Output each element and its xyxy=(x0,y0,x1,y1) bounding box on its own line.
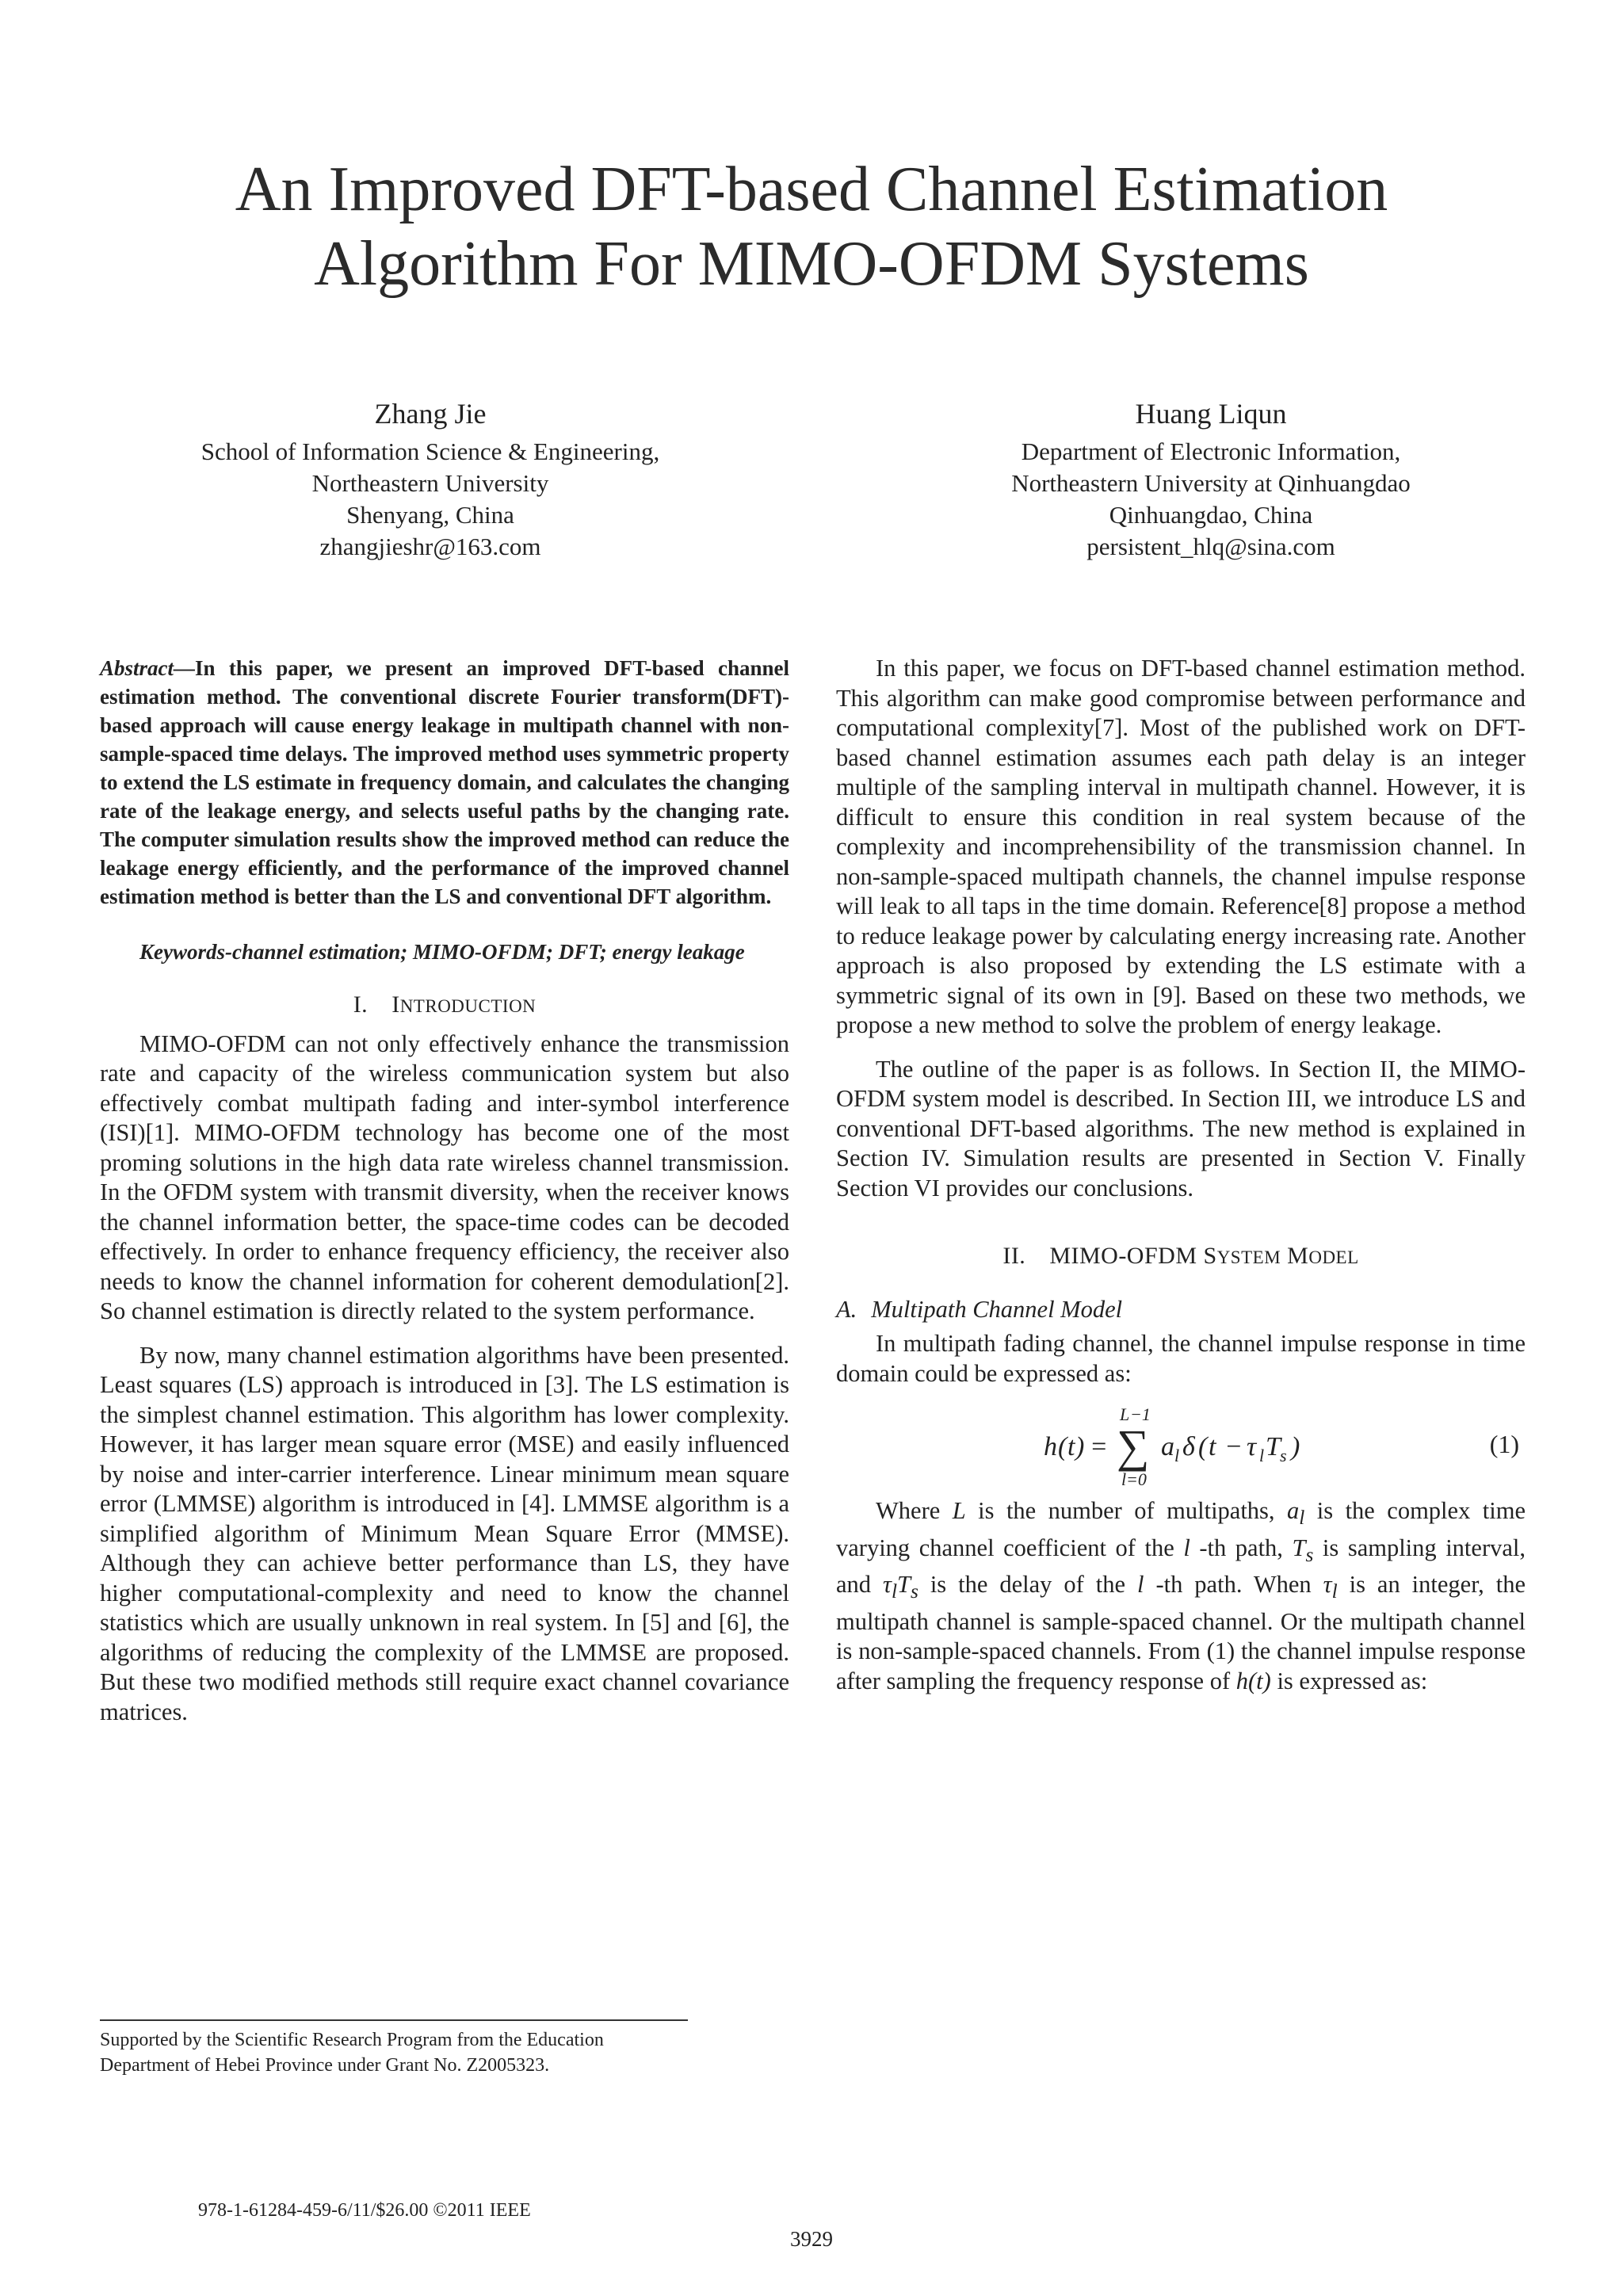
page-number: 3929 xyxy=(790,2227,833,2251)
abstract xyxy=(100,654,789,911)
svg-text:=: = xyxy=(1090,1432,1108,1461)
svg-text:h: h xyxy=(1044,1432,1057,1461)
math-symbol: τ xyxy=(1323,1571,1332,1599)
math-symbol: T xyxy=(1292,1534,1306,1561)
svg-text:−: − xyxy=(1224,1432,1243,1461)
text-run: is the number of multipaths, xyxy=(965,1497,1288,1524)
math-subscript: l xyxy=(1331,1580,1338,1603)
author-affiliation: Department of Electronic Information, xyxy=(1021,437,1401,465)
left-column xyxy=(100,654,789,1741)
paragraph: The outline of the paper is as follows. In Section II, the MIMO-OFDM system model is described. In Section III, we introduce LS and conventional DFT-based algorithms. The new method is explained in Section IV. Simulation results are presented in Section V. Finally Section VI provides our conclusions. xyxy=(836,1055,1526,1201)
text-run: -th path, xyxy=(1190,1534,1293,1561)
svg-text:s: s xyxy=(1280,1446,1287,1465)
author-city: Qinhuangdao, China xyxy=(1109,501,1313,529)
equation-1-formula xyxy=(1044,1403,1440,1490)
section-title-part: M xyxy=(1281,1243,1309,1269)
section-title-part: ODEL xyxy=(1308,1247,1359,1267)
paragraph: By now, many channel estimation algorithms have been presented. Least squares (LS) approach is introduced in [3]. The LS estimation is the simplest channel estimation. This algorithm has lower complexity. However, it has larger mean square error (MSE) and easily influenced by noise and inter-carrier interference. Linear minimum mean square error (LMMSE) algorithm is introduced in [4]. LMMSE algorithm is a simplified algorithm of Minimum Mean Square Error (MMSE). Although they can achieve better performance than LS, they have higher computational-complexity and need to know the channel statistics which are usually unknown in real system. In [5] and [6], the algorithms of reducing the complexity of the LMMSE are proposed. But these two modified methods still require exact channel covariance matrices. xyxy=(100,1341,789,1725)
section-heading-system-model xyxy=(836,1241,1526,1273)
math-symbol: h(t) xyxy=(1235,1667,1271,1694)
text-run: is expressed as: xyxy=(1270,1667,1428,1694)
svg-text:l: l xyxy=(1174,1446,1180,1465)
section-number: II. xyxy=(1002,1243,1026,1269)
svg-text:∑: ∑ xyxy=(1117,1420,1150,1472)
author-name: Huang Liqun xyxy=(1135,398,1287,430)
subsection-number: A. xyxy=(836,1295,857,1323)
section-title-part: YSTEM xyxy=(1216,1247,1281,1267)
svg-text:): ) xyxy=(1075,1432,1085,1461)
keywords: Keywords-channel estimation; MIMO-OFDM; DFT; energy leakage xyxy=(139,940,745,964)
right-column xyxy=(836,654,1526,1710)
svg-text:a: a xyxy=(1161,1432,1174,1461)
section-heading-introduction xyxy=(100,990,789,1022)
svg-text:=0: =0 xyxy=(1126,1469,1147,1489)
author-block-1 xyxy=(113,396,747,563)
svg-text:t: t xyxy=(1067,1432,1075,1461)
author-block-2 xyxy=(894,396,1528,563)
author-affiliation: School of Information Science & Engineering, xyxy=(200,437,660,465)
equation-number: (1) xyxy=(1489,1430,1519,1458)
section-title-rest: NTRODUCTION xyxy=(399,996,537,1016)
paragraph: In multipath fading channel, the channel impulse response in time domain could be expressed as: xyxy=(836,1330,1526,1387)
math-subscript: s xyxy=(1305,1543,1314,1566)
svg-text:l: l xyxy=(1121,1469,1127,1489)
section-title-initial: I xyxy=(391,991,400,1018)
copyright-line: 978-1-61284-459-6/11/$26.00 ©2011 IEEE xyxy=(198,2200,531,2221)
text-run: is an integer, the multipath channel is sample-spaced channel. Or the multipath channel is non-sample-spaced channels. From (1) the channel impulse response after sampling the frequency response of xyxy=(836,1571,1526,1694)
math-symbol: l xyxy=(1137,1571,1144,1599)
math-subscript: l xyxy=(1299,1507,1305,1530)
author-email: zhangjieshr@163.com xyxy=(319,533,541,560)
text-run: -th path. When xyxy=(1144,1571,1323,1599)
subsection-heading xyxy=(836,1295,1526,1325)
paragraph xyxy=(836,1496,1526,1696)
text-run: is the delay of the xyxy=(918,1571,1137,1599)
abstract-text: In this paper, we present an improved DFT-based channel estimation method. The conventional discrete Fourier transform(DFT)-based approach will cause energy leakage in multipath channel with non-sample-spaced time delays. The improved method uses symmetric property to extend the LS estimate in frequency domain, and calculates the changing rate of the leakage energy, and selects useful paths by the changing rate. The computer simulation results show the improved method can reduce the leakage energy efficiently, and the performance of the improved channel estimation method is better than the LS and conventional DFT algorithm. xyxy=(100,656,789,908)
text-run: Where xyxy=(876,1497,953,1524)
author-name: Zhang Jie xyxy=(374,398,487,430)
title-line-2: Algorithm For MIMO-OFDM Systems xyxy=(314,229,1309,299)
section-number: I. xyxy=(353,991,369,1018)
equation-1 xyxy=(836,1403,1526,1490)
text-run: is sampling interval, and xyxy=(836,1534,1526,1599)
paragraph: MIMO-OFDM can not only effectively enhance the transmission rate and capacity of the wireless communication system but also effectively combat multipath fading and inter-symbol interference (ISI)[1]. MIMO-OFDM technology has become one of the most proming solutions in the high data rate wireless channel transmission. In the OFDM system with transmit diversity, when the receiver knows the channel information better, the space-time codes can be decoded effectively. In order to enhance frequency efficiency, the receiver also needs to know the channel information for coherent demodulation[2]. So channel estimation is directly related to the system performance. xyxy=(100,1030,789,1324)
author-email: persistent_hlq@sina.com xyxy=(1086,533,1335,560)
abstract-lead: Abstract— xyxy=(100,656,196,680)
svg-text:τ: τ xyxy=(1247,1432,1257,1461)
math-subscript: s xyxy=(910,1580,918,1603)
author-affiliation: Northeastern University xyxy=(311,469,549,497)
footnote xyxy=(100,2027,734,2078)
title-line-1: An Improved DFT-based Channel Estimation xyxy=(235,155,1388,224)
math-subscript: l xyxy=(891,1580,897,1603)
math-symbol: T xyxy=(897,1571,911,1599)
svg-text:): ) xyxy=(1291,1432,1300,1461)
svg-text:T: T xyxy=(1266,1432,1281,1461)
footnote-line: Department of Hebei Province under Grant No. Z2005323. xyxy=(100,2055,550,2076)
svg-text:L: L xyxy=(1120,1404,1130,1424)
math-symbol: a xyxy=(1287,1497,1300,1524)
footnote-rule xyxy=(100,2019,688,2021)
svg-text:−1: −1 xyxy=(1130,1404,1151,1424)
paragraph: In this paper, we focus on DFT-based channel estimation method. This algorithm can make good compromise between performance and computational complexity[7]. Most of the published work on DFT-based channel estimation assumes each path delay is an integer multiple of the sampling interval in multipath channel. However, it is difficult to ensure this condition in real system because of the complexity and incomprehensibility of the transmission channel. In non-sample-spaced multipath channels, the channel impulse response will leak to all taps in the time domain. Reference[8] propose a method to reduce leakage power by calculating energy increasing rate. Another approach is also proposed by extending the LS estimate with a symmetric signal of its own in [9]. Based on these two methods, we propose a new method to solve the problem of energy leakage. xyxy=(836,655,1526,1038)
text-run: is the complex time varying channel coefficient of the xyxy=(836,1497,1526,1561)
math-symbol: l xyxy=(1183,1534,1190,1561)
svg-text:t: t xyxy=(1209,1432,1216,1461)
math-symbol: L xyxy=(952,1497,966,1524)
math-symbol: τ xyxy=(883,1571,892,1599)
section-title-part: MIMO-OFDM S xyxy=(1049,1243,1217,1269)
svg-text:δ: δ xyxy=(1182,1432,1195,1461)
footnote-line: Supported by the Scientific Research Program from the Education xyxy=(100,2030,604,2050)
subsection-title: Multipath Channel Model xyxy=(871,1295,1123,1323)
svg-text:(: ( xyxy=(1058,1432,1067,1461)
paper-title xyxy=(0,152,1623,301)
svg-text:l: l xyxy=(1259,1446,1265,1465)
svg-text:(: ( xyxy=(1198,1432,1208,1461)
author-city: Shenyang, China xyxy=(346,501,514,529)
author-affiliation: Northeastern University at Qinhuangdao xyxy=(1011,469,1411,497)
